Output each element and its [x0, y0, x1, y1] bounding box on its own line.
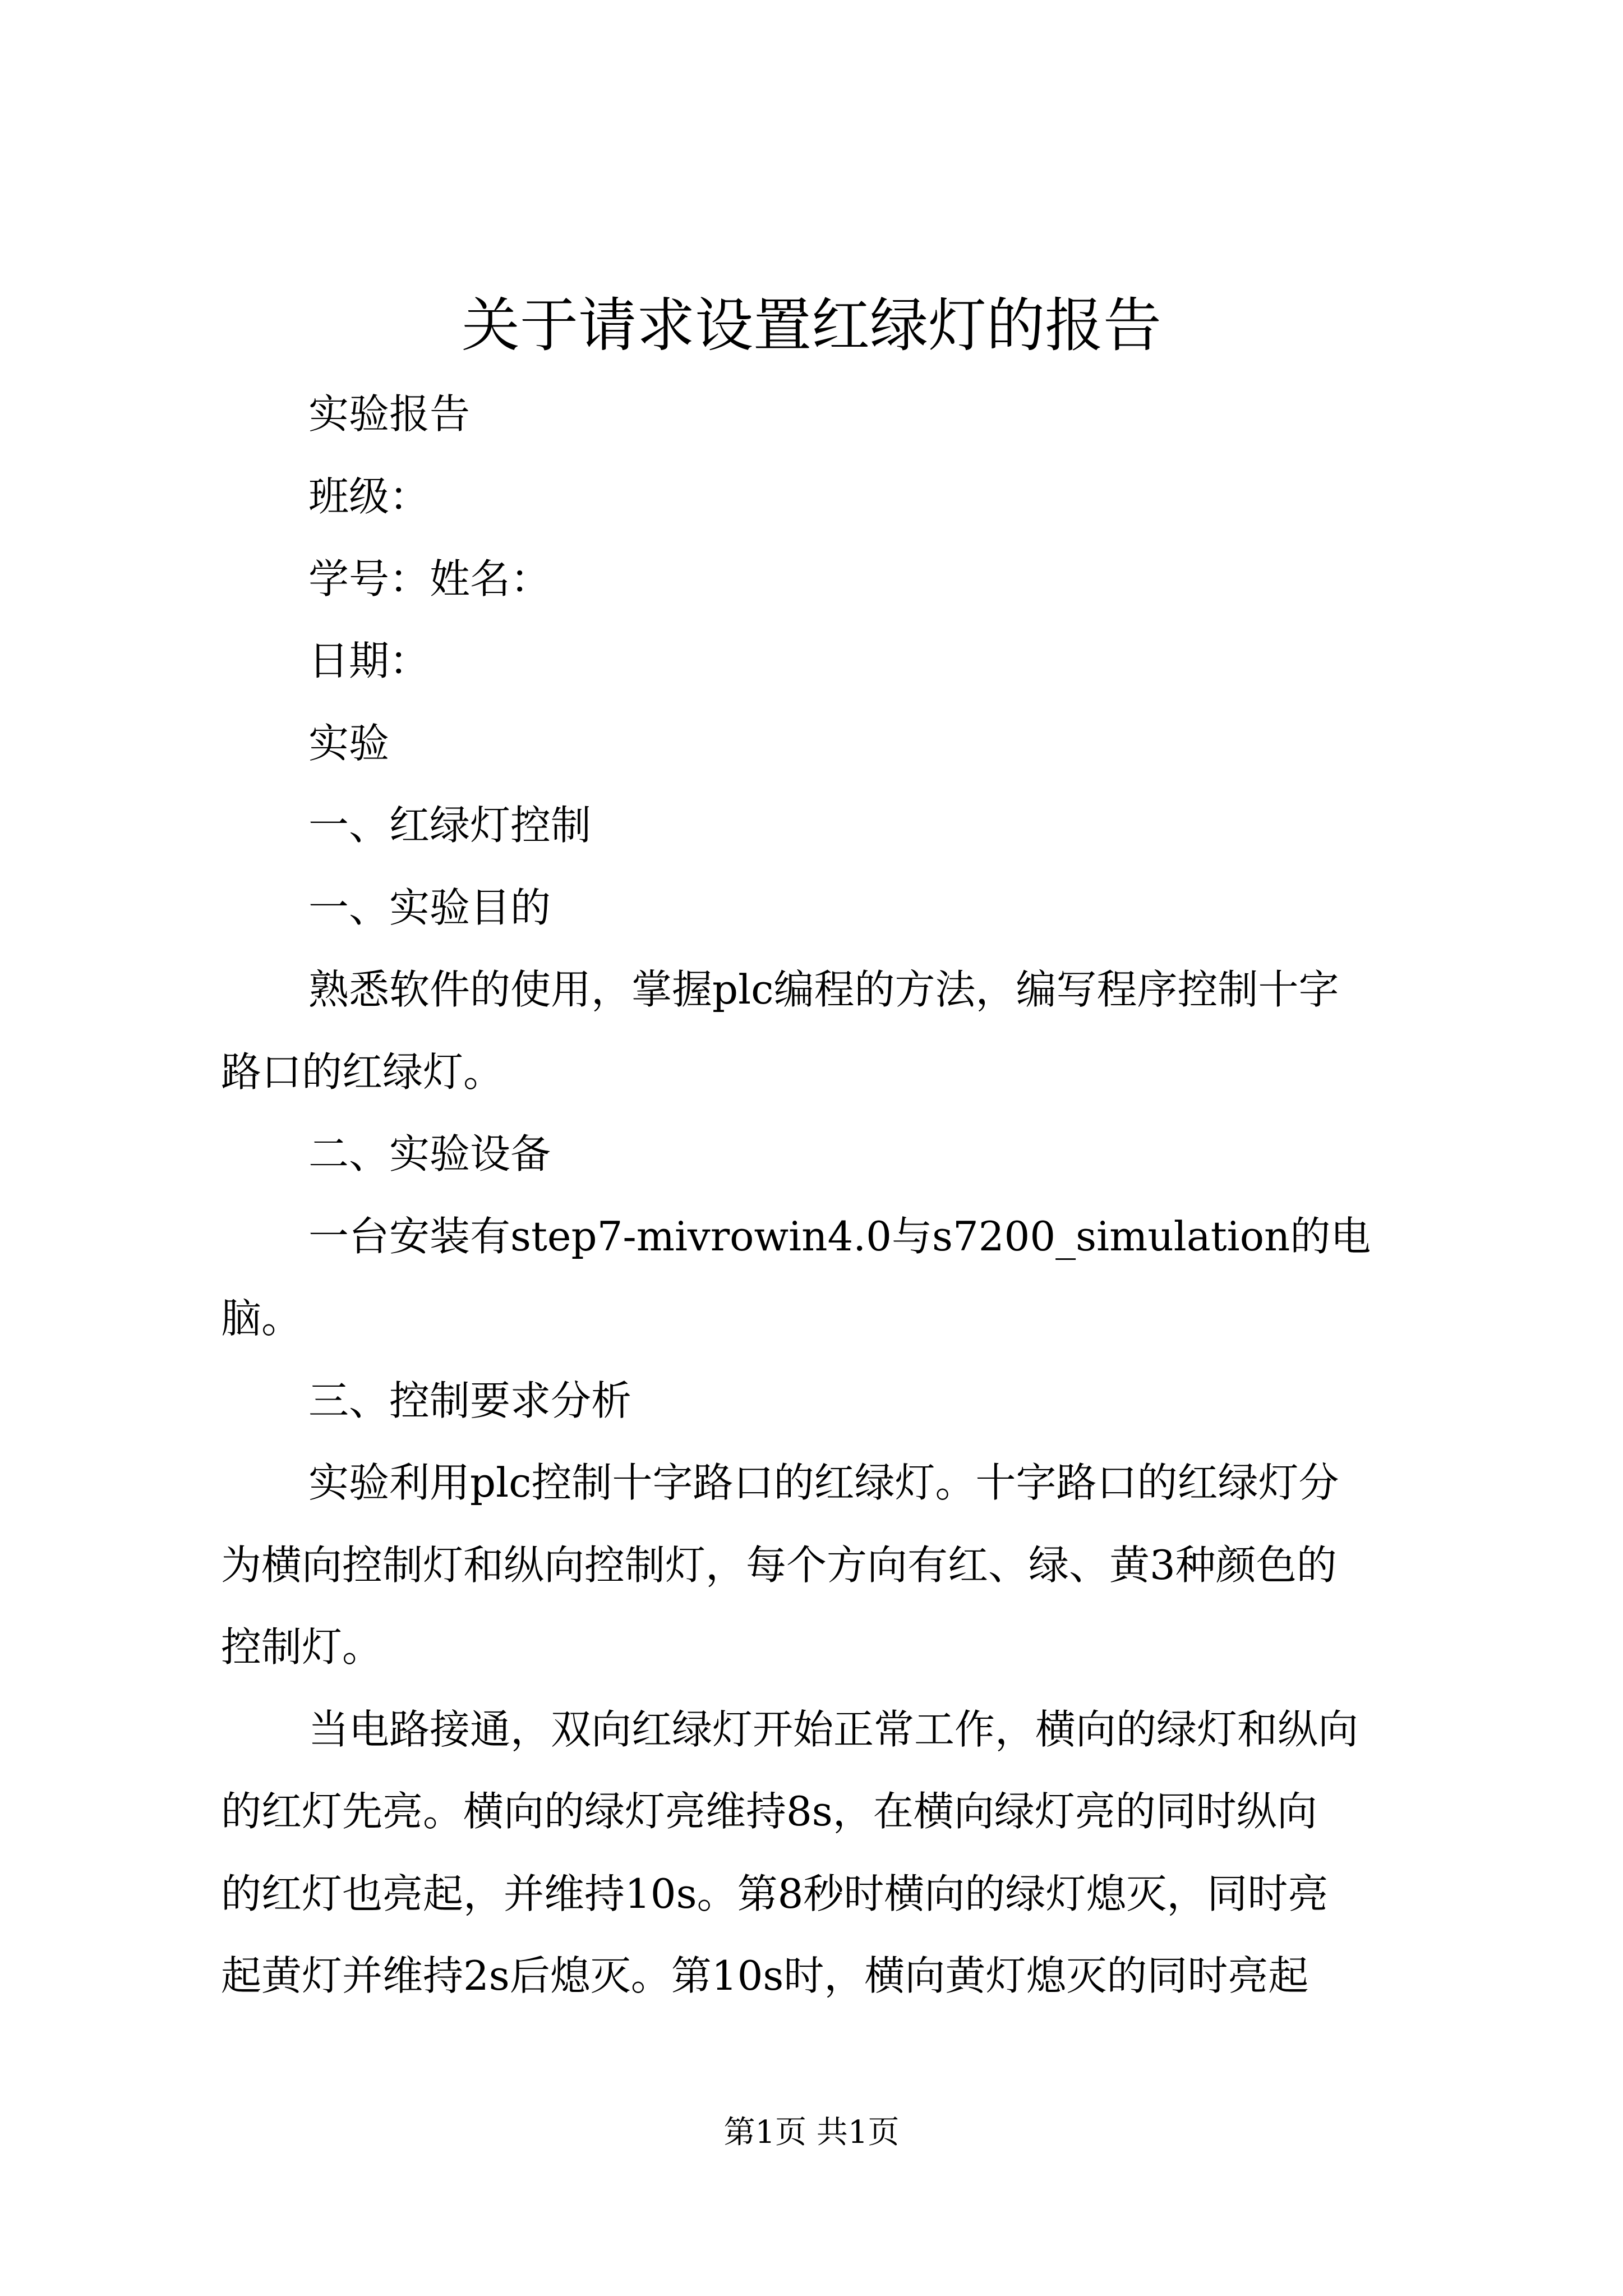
section-equipment: 二、实验设备 — [308, 1130, 551, 1177]
field-student-id-name: 学号：姓名： — [308, 555, 551, 602]
field-class: 班级： — [308, 473, 430, 520]
section-traffic-light-control: 一、红绿灯控制 — [308, 802, 592, 849]
section-requirements: 三、控制要求分析 — [308, 1377, 632, 1424]
paragraph-requirements-line-1: 实验利用plc控制十字路口的红绿灯。十字路口的红绿灯分 — [308, 1459, 1339, 1506]
document-title: 关于请求设置红绿灯的报告 — [461, 291, 1161, 360]
paragraph-requirements-line-3: 控制灯。 — [221, 1623, 383, 1671]
section-purpose: 一、实验目的 — [308, 884, 551, 931]
field-date: 日期： — [308, 637, 430, 684]
paragraph-purpose-line-1: 熟悉软件的使用，掌握plc编程的方法，编写程序控制十字 — [308, 966, 1339, 1013]
paragraph-operation-line-1: 当电路接通，双向红绿灯开始正常工作，横向的绿灯和纵向 — [308, 1706, 1359, 1753]
paragraph-requirements-line-2: 为横向控制灯和纵向控制灯，每个方向有红、绿、黄3种颜色的 — [221, 1542, 1337, 1589]
paragraph-operation-line-2: 的红灯先亮。横向的绿灯亮维持8s，在横向绿灯亮的同时纵向 — [221, 1788, 1317, 1835]
paragraph-equipment-line-2: 脑。 — [221, 1295, 302, 1342]
heading-experiment-report: 实验报告 — [308, 390, 471, 438]
paragraph-operation-line-4: 起黄灯并维持2s后熄灭。第10s时，横向黄灯熄灭的同时亮起 — [221, 1952, 1309, 1999]
heading-experiment: 实验 — [308, 720, 390, 767]
page-footer: 第1页 共1页 — [723, 2114, 900, 2151]
paragraph-operation-line-3: 的红灯也亮起，并维持10s。第8秒时横向的绿灯熄灭，同时亮 — [221, 1870, 1329, 1917]
paragraph-equipment-line-1: 一台安装有step7-mivrowin4.0与s7200_simulation的电 — [308, 1213, 1371, 1260]
paragraph-purpose-line-2: 路口的红绿灯。 — [221, 1048, 504, 1096]
